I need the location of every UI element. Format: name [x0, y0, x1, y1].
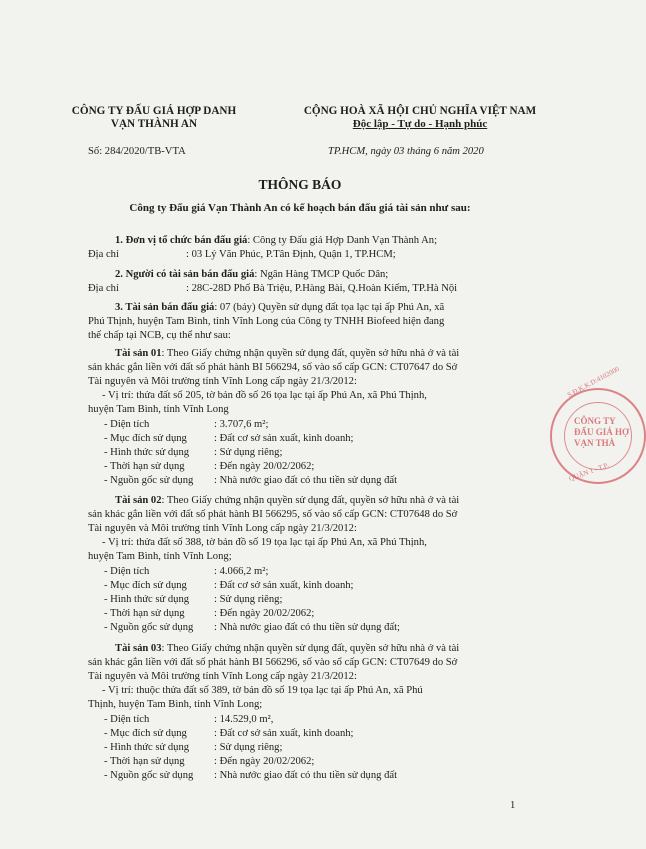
row-value: : 3.707,6 m²; — [214, 419, 269, 430]
section1-label: 1. Đơn vị tổ chức bán đấu giá — [115, 235, 248, 246]
row-value: : Sử dụng riêng; — [214, 594, 283, 605]
asset-3-origin — [104, 770, 397, 781]
asset-label: Tài sản 01 — [115, 348, 162, 359]
asset-2-term — [104, 608, 314, 619]
row-key: - Nguồn gốc sử dụng — [104, 770, 194, 781]
document-subtitle: Công ty Đấu giá Vạn Thành An có kế hoạch bán đấu giá tài sản như sau: — [129, 202, 471, 214]
asset-2-location2: huyện Tam Bình, tỉnh Vĩnh Long; — [88, 551, 232, 562]
company-line1: CÔNG TY ĐẤU GIÁ HỢP DANH — [71, 105, 237, 117]
section3-label: 3. Tài sản bán đấu giá — [115, 302, 215, 313]
asset-1-line2: sản khác gắn liền với đất số phát hành BI 566294, số vào sổ cấp GCN: CT07647 do Sở — [88, 362, 458, 373]
asset-2-form — [104, 594, 282, 605]
company-name — [62, 105, 246, 131]
row-key: - Hình thức sử dụng — [104, 447, 190, 458]
asset-1-origin — [104, 475, 397, 486]
row-value: : Đến ngày 20/02/2062; — [214, 461, 315, 472]
section2-label: 2. Người có tài sản bán đấu giá — [115, 269, 255, 280]
row-value: : Đất cơ sở sản xuất, kinh doanh; — [214, 728, 354, 739]
page-number: 1 — [510, 800, 516, 811]
stamp-inner-ring — [564, 402, 632, 470]
row-value: : Sử dụng riêng; — [214, 742, 283, 753]
section3-line1 — [115, 301, 444, 315]
row-key: - Hình thức sử dụng — [104, 742, 190, 753]
asset-text: : Theo Giấy chứng nhận quyền sử dụng đất, quyền sở hữu nhà ở và tài — [161, 495, 460, 506]
section2-address-label: Địa chỉ — [88, 283, 119, 294]
asset-3-purpose — [104, 728, 353, 739]
row-key: - Thời hạn sử dụng — [104, 461, 185, 472]
place-date: TP.HCM, ngày 03 tháng 6 năm 2020 — [328, 146, 484, 157]
row-key: - Diện tích — [104, 419, 150, 430]
row-key: - Thời hạn sử dụng — [104, 608, 185, 619]
asset-1-form — [104, 447, 282, 458]
asset-3-form — [104, 742, 282, 753]
section1-line — [115, 234, 437, 248]
row-key: - Mục đích sử dụng — [104, 433, 187, 444]
stamp-outer-ring: S.Đ.K.K.D:4102000 CÔNG TY ĐẤU GIÁ HỢ VẠN THÀ QUẬN 1 - T.P. — [550, 388, 646, 484]
country-line1: CỘNG HOÀ XÃ HỘI CHỦ NGHĨA VIỆT NAM — [303, 105, 537, 117]
asset-1-area — [104, 419, 268, 430]
asset-1-location: - Vị trí: thửa đất số 205, tờ bản đồ số 26 tọa lạc tại ấp Phú An, xã Phú Thịnh, — [102, 390, 427, 401]
asset-2-purpose — [104, 580, 353, 591]
section3-line2: Phú Thịnh, huyện Tam Bình, tỉnh Vĩnh Long của Công ty TNHH Biofeed hiện đang — [88, 316, 445, 327]
section2-address-value: : 28C-28D Phố Bà Triệu, P.Hàng Bài, Q.Hoàn Kiếm, TP.Hà Nội — [186, 283, 458, 294]
asset-2-origin — [104, 622, 400, 633]
country-motto: Độc lập - Tự do - Hạnh phúc — [352, 118, 488, 130]
section2-line — [115, 268, 388, 282]
row-value: : 14.529,0 m², — [214, 714, 274, 725]
section1-address-value: : 03 Lý Văn Phúc, P.Tân Định, Quận 1, TP.HCM; — [186, 249, 396, 260]
asset-label: Tài sản 03 — [115, 643, 162, 654]
section1-address — [88, 248, 396, 262]
asset-2-area — [104, 566, 268, 577]
section3-line3: thế chấp tại NCB, cụ thể như sau: — [88, 330, 231, 341]
section2-value: : Ngân Hàng TMCP Quốc Dân; — [254, 269, 389, 280]
section3-text1: : 07 (bảy) Quyền sử dụng đất tọa lạc tại ấp Phú An, xã — [214, 302, 445, 313]
national-heading — [284, 105, 556, 131]
asset-1-intro — [115, 347, 459, 361]
asset-1-location2: huyện Tam Bình, tỉnh Vĩnh Long — [88, 404, 229, 415]
row-value: : Sử dụng riêng; — [214, 447, 283, 458]
asset-3-location: - Vị trí: thuộc thửa đất số 389, tờ bản đồ số 19 tọa lạc tại ấp Phú An, xã Phú — [102, 685, 423, 696]
asset-1-purpose — [104, 433, 353, 444]
row-value: : Đất cơ sở sản xuất, kinh doanh; — [214, 580, 354, 591]
row-key: - Nguồn gốc sử dụng — [104, 475, 194, 486]
asset-text: : Theo Giấy chứng nhận quyền sử dụng đất, quyền sở hữu nhà ở và tài — [161, 348, 460, 359]
document-title: THÔNG BÁO — [258, 177, 342, 192]
row-key: - Mục đích sử dụng — [104, 580, 187, 591]
asset-3-term — [104, 756, 314, 767]
asset-2-line3: Tài nguyên và Môi trường tỉnh Vĩnh Long cấp ngày 21/3/2012: — [88, 523, 357, 534]
section2-address — [88, 282, 457, 296]
asset-3-line3: Tài nguyên và Môi trường tỉnh Vĩnh Long cấp ngày 21/3/2012: — [88, 671, 357, 682]
row-value: : Đất cơ sở sản xuất, kinh doanh; — [214, 433, 354, 444]
row-value: : Nhà nước giao đất có thu tiền sử dụng đất — [214, 475, 398, 486]
row-value: : Đến ngày 20/02/2062; — [214, 608, 315, 619]
asset-3-intro — [115, 642, 459, 656]
asset-3-area — [104, 714, 273, 725]
row-value: : Nhà nước giao đất có thu tiền sử dụng đất — [214, 770, 398, 781]
company-line2: VẠN THÀNH AN — [110, 118, 198, 130]
asset-2-line2: sản khác gắn liền với đất số phát hành BI 566295, số vào sổ cấp GCN: CT07648 do Sở — [88, 509, 458, 520]
section1-value: : Công ty Đấu giá Hợp Danh Vạn Thành An; — [247, 235, 438, 246]
row-value: : 4.066,2 m²; — [214, 566, 269, 577]
asset-2-intro — [115, 494, 459, 508]
row-key: - Hình thức sử dụng — [104, 594, 190, 605]
row-value: : Đến ngày 20/02/2062; — [214, 756, 315, 767]
asset-1-line3: Tài nguyên và Môi trường tỉnh Vĩnh Long cấp ngày 21/3/2012: — [88, 376, 357, 387]
section1-address-label: Địa chỉ — [88, 249, 119, 260]
row-value: : Nhà nước giao đất có thu tiền sử dụng đất; — [214, 622, 400, 633]
asset-3-line2: sản khác gắn liền với đất số phát hành BI 566296, số vào sổ cấp GCN: CT07649 do Sở — [88, 657, 458, 668]
row-key: - Diện tích — [104, 714, 150, 725]
asset-2-location: - Vị trí: thửa đất số 388, tờ bản đồ số 19 tọa lạc tại ấp Phú An, xã Phú Thịnh, — [102, 537, 427, 548]
asset-1-term — [104, 461, 314, 472]
row-key: - Thời hạn sử dụng — [104, 756, 185, 767]
asset-label: Tài sản 02 — [115, 495, 162, 506]
row-key: - Nguồn gốc sử dụng — [104, 622, 194, 633]
row-key: - Diện tích — [104, 566, 150, 577]
asset-3-location2: Thịnh, huyện Tam Bình, tỉnh Vĩnh Long; — [88, 699, 263, 710]
asset-text: : Theo Giấy chứng nhận quyền sử dụng đất, quyền sở hữu nhà ở và tài — [161, 643, 460, 654]
document-number: Số: 284/2020/TB-VTA — [88, 146, 186, 157]
row-key: - Mục đích sử dụng — [104, 728, 187, 739]
